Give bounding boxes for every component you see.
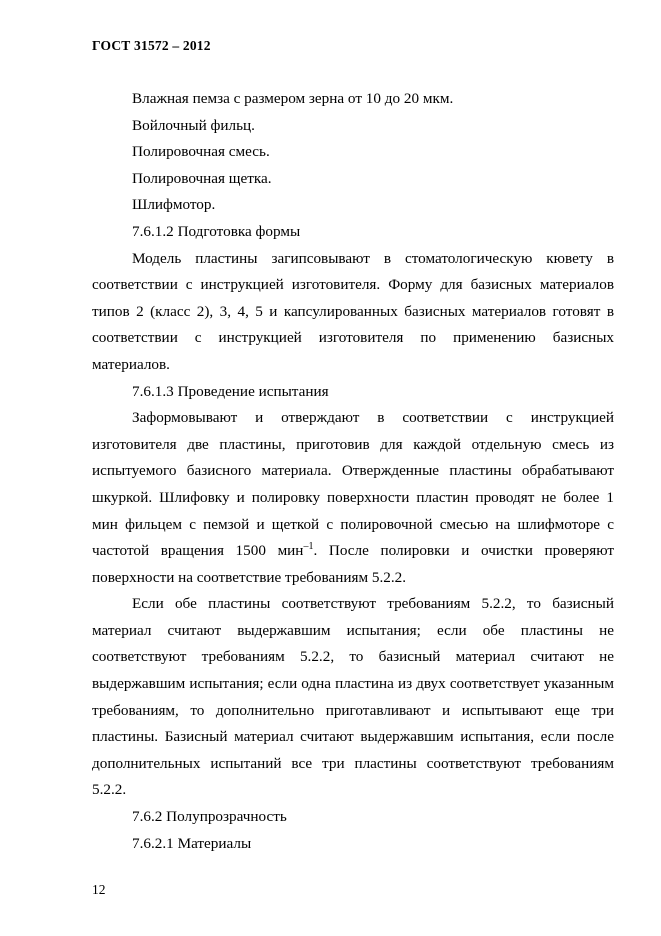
- materials-item-polishing-compound: Полировочная смесь.: [132, 143, 270, 161]
- section-7-6-1-3-paragraph-2: Если обе пластины соответствуют требованиям 5.2.2, то базисный материал считают выдержавшим испытания; если обе пластины не соответствуют требованиям 5.2.2, то базисный материал считают не выдержавшим испытания; если одна пластина из двух соответствует указанным требованиям, то дополнительно приготавливают и испытывают еще три пластины. Базисный материал считают выдержавшим испытания, если после дополнительных испытаний все три пластины соответствуют требованиям 5.2.2.: [92, 595, 614, 799]
- section-7-6-1-3-paragraph-1: [92, 405, 614, 591]
- paragraph-text-part: Заформовывают и отверждают в соответствии с инструкцией изготовителя две пластины, приготовив для каждой отдельную смесь из испытуемого базисного материала. Отвержденные пластины обрабатывают шкуркой. Шлифовку и полировку поверхности пластин проводят не более 1 мин фильцем с пемзой и щеткой с полировочной смесью на шлифмоторе с частотой вращения 1500 мин: [92, 409, 614, 560]
- materials-item-grinding-motor: Шлифмотор.: [132, 196, 216, 214]
- document-body: [92, 86, 614, 857]
- paragraph-text-part: . После полировки и очистки проверяют поверхности на соответствие требованиям 5.2.2.: [92, 542, 614, 586]
- document-header: ГОСТ 31572 – 2012: [92, 38, 211, 53]
- section-7-6-1-2-text: Модель пластины загипсовывают в стоматологическую кювету в соответствии с инструкцией изготовителя. Форму для базисных материалов типов 2 (класс 2), 3, 4, 5 и капсулированных базисных материалов готовят в соответствии с инструкцией изготовителя по применению базисных материалов.: [92, 249, 614, 373]
- section-7-6-1-2-heading: 7.6.1.2 Подготовка формы: [132, 222, 301, 240]
- materials-item-pumice: Влажная пемза с размером зерна от 10 до 20 мкм.: [132, 90, 454, 107]
- materials-item-felt: Войлочный фильц.: [132, 116, 255, 134]
- section-7-6-2-1-heading: 7.6.2.1 Материалы: [132, 834, 252, 852]
- page-number: 12: [92, 882, 106, 897]
- unit-superscript: –1: [303, 541, 314, 553]
- materials-item-polishing-brush: Полировочная щетка.: [132, 169, 272, 187]
- section-7-6-2-heading: 7.6.2 Полупрозрачность: [132, 808, 287, 826]
- section-7-6-1-3-heading: 7.6.1.3 Проведение испытания: [132, 382, 329, 400]
